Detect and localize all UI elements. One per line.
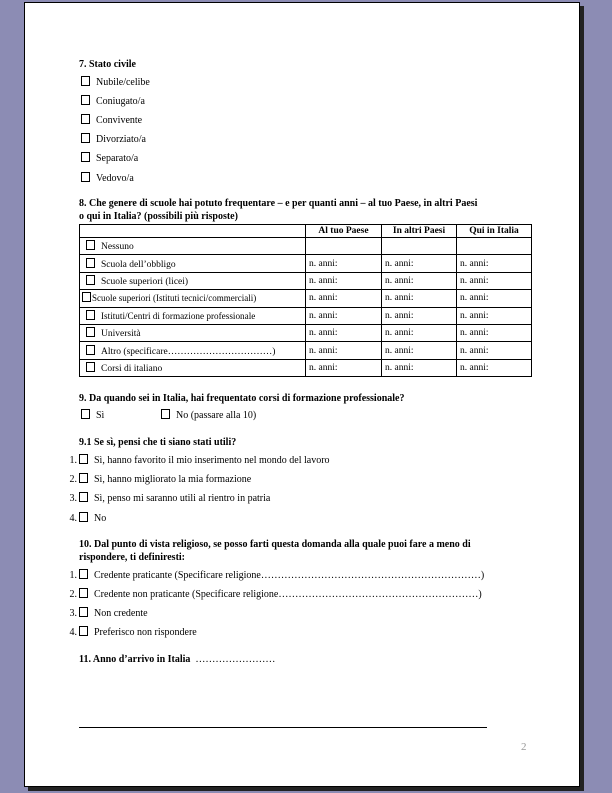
q10-option[interactable]: 2. Credente non praticante (Specificare religione……………………………………………………) xyxy=(69,589,482,600)
table-header xyxy=(80,225,306,238)
q7-option[interactable]: Vedovo/a xyxy=(81,172,134,184)
q91-option[interactable]: 2. Sì, hanno migliorato la mia formazione xyxy=(69,474,252,485)
checkbox-icon[interactable] xyxy=(86,327,95,337)
q91-option[interactable]: 3. Sì, penso mi saranno utili al rientro in patria xyxy=(69,493,271,504)
table-row xyxy=(80,290,532,307)
table-cell[interactable]: n. anni: xyxy=(382,290,457,307)
q10-option[interactable]: 1. Credente praticante (Specificare religione…………………………………………………………) xyxy=(69,570,485,581)
table-row xyxy=(80,359,532,376)
table-cell[interactable]: n. anni: xyxy=(457,342,532,359)
table-cell[interactable]: n. anni: xyxy=(457,255,532,272)
checkbox-icon[interactable] xyxy=(81,95,90,105)
checkbox-icon[interactable] xyxy=(81,114,90,124)
checkbox-icon[interactable] xyxy=(79,626,88,636)
q10-option[interactable]: 4. Preferisco non rispondere xyxy=(69,627,197,638)
checkbox-icon[interactable] xyxy=(82,292,91,302)
q10-title-line1: 10. Dal punto di vista religioso, se posso farti questa domanda alla quale puoi fare a meno di xyxy=(79,539,471,550)
checkbox-icon[interactable] xyxy=(81,172,90,182)
q7-option[interactable]: Separato/a xyxy=(81,152,138,164)
table-header-row xyxy=(80,225,532,238)
checkbox-icon[interactable] xyxy=(81,76,90,86)
table-cell[interactable]: n. anni: xyxy=(457,359,532,376)
q10-option[interactable]: 3. Non credente xyxy=(69,608,148,619)
q7-option[interactable]: Nubile/celibe xyxy=(81,76,150,88)
row-label[interactable]: Altro (specificare……………………………) xyxy=(80,342,306,359)
table-row xyxy=(80,255,532,272)
table-cell[interactable]: n. anni: xyxy=(457,290,532,307)
q91-option[interactable]: 4. No xyxy=(69,513,107,524)
table-cell[interactable]: n. anni: xyxy=(382,272,457,289)
table-cell[interactable]: n. anni: xyxy=(306,290,382,307)
table-row xyxy=(80,324,532,341)
checkbox-icon[interactable] xyxy=(81,133,90,143)
checkbox-icon[interactable] xyxy=(79,473,88,483)
table-cell[interactable]: n. anni: xyxy=(306,307,382,324)
row-label[interactable]: Scuola dell’obbligo xyxy=(80,255,306,272)
q7-option[interactable]: Convivente xyxy=(81,114,142,126)
table-row xyxy=(80,342,532,359)
table-cell[interactable] xyxy=(457,238,532,255)
row-label[interactable]: Corsi di italiano xyxy=(80,359,306,376)
q91-option[interactable]: 1. Sì, hanno favorito il mio inserimento nel mondo del lavoro xyxy=(69,455,330,466)
table-header: Qui in Italia xyxy=(457,225,532,238)
table-cell[interactable]: n. anni: xyxy=(382,324,457,341)
table-cell[interactable]: n. anni: xyxy=(457,307,532,324)
table-cell[interactable]: n. anni: xyxy=(306,324,382,341)
row-label[interactable]: Scuole superiori (Istituti tecnici/commerciali) xyxy=(80,290,306,307)
checkbox-icon[interactable] xyxy=(86,310,95,320)
table-cell[interactable]: n. anni: xyxy=(457,272,532,289)
checkbox-icon[interactable] xyxy=(79,512,88,522)
q11-row xyxy=(79,654,275,665)
q7-title: 7. Stato civile xyxy=(79,59,136,70)
checkbox-icon[interactable] xyxy=(79,454,88,464)
checkbox-icon[interactable] xyxy=(86,362,95,372)
checkbox-icon[interactable] xyxy=(79,569,88,579)
checkbox-icon[interactable] xyxy=(81,409,90,419)
document-page xyxy=(24,2,580,787)
page-number: 2 xyxy=(521,741,527,753)
q9-option-yes[interactable]: Sì xyxy=(81,409,104,421)
checkbox-icon[interactable] xyxy=(86,240,95,250)
table-cell[interactable]: n. anni: xyxy=(306,272,382,289)
row-label[interactable]: Istituti/Centri di formazione professionale xyxy=(80,307,306,324)
q9-title: 9. Da quando sei in Italia, hai frequentato corsi di formazione professionale? xyxy=(79,393,405,404)
q91-title: 9.1 Se sì, pensi che ti siano stati utili? xyxy=(79,437,237,448)
checkbox-icon[interactable] xyxy=(79,607,88,617)
checkbox-icon[interactable] xyxy=(79,588,88,598)
checkbox-icon[interactable] xyxy=(86,258,95,268)
row-label[interactable]: Scuole superiori (licei) xyxy=(80,272,306,289)
table-cell[interactable]: n. anni: xyxy=(382,255,457,272)
q8-title-line2: o qui in Italia? (possibili più risposte) xyxy=(79,211,238,222)
q11-title: 11. Anno d’arrivo in Italia xyxy=(79,654,191,665)
table-cell[interactable] xyxy=(382,238,457,255)
table-cell[interactable]: n. anni: xyxy=(306,359,382,376)
checkbox-icon[interactable] xyxy=(86,345,95,355)
checkbox-icon[interactable] xyxy=(86,275,95,285)
q11-blank-field[interactable]: …………………… xyxy=(195,654,276,665)
q7-option[interactable]: Divorziato/a xyxy=(81,133,146,145)
q9-option-no[interactable]: No (passare alla 10) xyxy=(161,409,256,421)
q8-title-line1: 8. Che genere di scuole hai potuto frequentare – e per quanti anni – al tuo Paese, in altri Paesi xyxy=(79,198,478,209)
row-label[interactable]: Nessuno xyxy=(80,238,306,255)
table-row xyxy=(80,238,532,255)
table-header: In altri Paesi xyxy=(382,225,457,238)
checkbox-icon[interactable] xyxy=(161,409,170,419)
q10-title-line2: rispondere, ti definiresti: xyxy=(79,552,186,563)
checkbox-icon[interactable] xyxy=(79,492,88,502)
table-cell[interactable]: n. anni: xyxy=(382,342,457,359)
table-cell[interactable]: n. anni: xyxy=(306,342,382,359)
table-cell[interactable]: n. anni: xyxy=(457,324,532,341)
table-row xyxy=(80,272,532,289)
table-cell[interactable]: n. anni: xyxy=(306,255,382,272)
table-row xyxy=(80,307,532,324)
row-label[interactable]: Università xyxy=(80,324,306,341)
table-header: Al tuo Paese xyxy=(306,225,382,238)
table-cell[interactable] xyxy=(306,238,382,255)
table-cell[interactable]: n. anni: xyxy=(382,359,457,376)
checkbox-icon[interactable] xyxy=(81,152,90,162)
q7-option[interactable]: Coniugato/a xyxy=(81,95,145,107)
schools-table xyxy=(79,224,532,377)
footer-divider xyxy=(79,727,487,728)
table-cell[interactable]: n. anni: xyxy=(382,307,457,324)
